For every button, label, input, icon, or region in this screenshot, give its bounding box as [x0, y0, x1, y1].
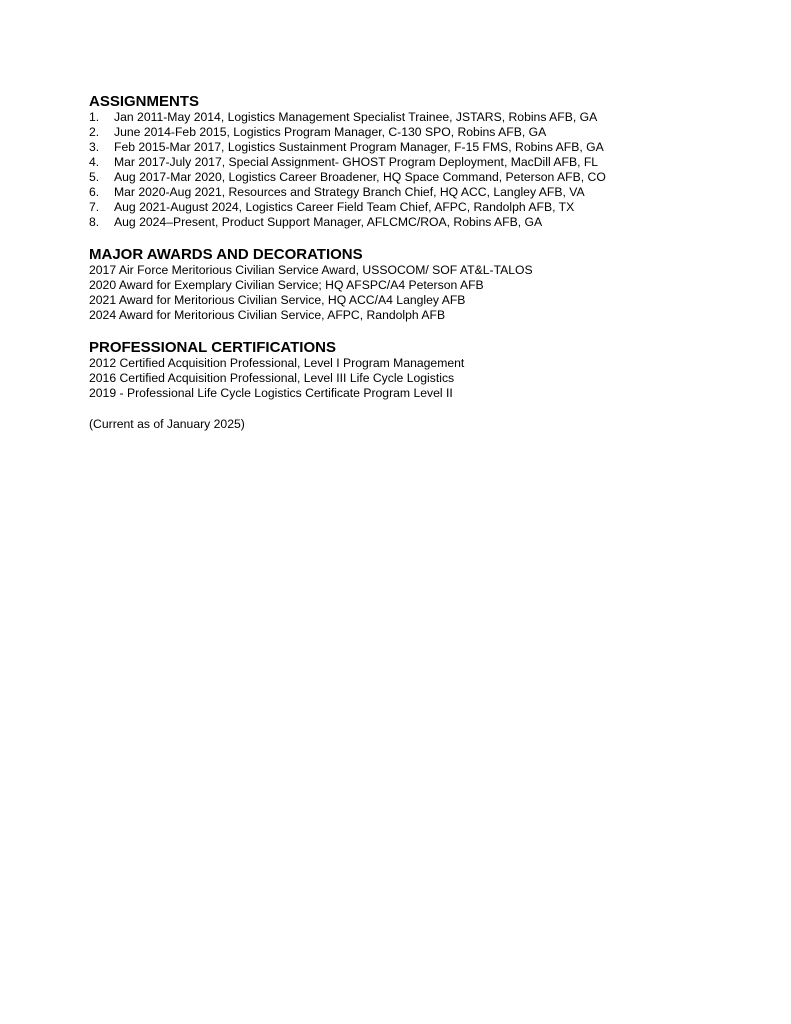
- assignment-item: [89, 155, 769, 170]
- list-number: 3.: [89, 140, 100, 154]
- certification-item: 2019 - Professional Life Cycle Logistics Certificate Program Level II: [89, 386, 453, 400]
- section-spacer: [89, 323, 769, 339]
- current-as-of-note: (Current as of January 2025): [89, 417, 245, 431]
- assignment-text: Feb 2015-Mar 2017, Logistics Sustainment Program Manager, F-15 FMS, Robins AFB, GA: [114, 140, 604, 154]
- award-item: 2021 Award for Meritorious Civilian Service, HQ ACC/A4 Langley AFB: [89, 293, 466, 307]
- assignment-text: Mar 2017-July 2017, Special Assignment- GHOST Program Deployment, MacDill AFB, FL: [114, 155, 599, 169]
- awards-heading: MAJOR AWARDS AND DECORATIONS: [89, 246, 363, 263]
- certifications-heading: PROFESSIONAL CERTIFICATIONS: [89, 339, 336, 356]
- assignment-text: Jan 2011-May 2014, Logistics Management Specialist Trainee, JSTARS, Robins AFB, GA: [114, 110, 598, 124]
- section-spacer: [89, 230, 769, 246]
- assignments-heading: ASSIGNMENTS: [89, 93, 200, 110]
- list-number: 5.: [89, 170, 100, 184]
- certification-item: 2012 Certified Acquisition Professional, Level I Program Management: [89, 356, 465, 370]
- award-item: 2024 Award for Meritorious Civilian Service, AFPC, Randolph AFB: [89, 308, 446, 322]
- certification-item: 2016 Certified Acquisition Professional, Level III Life Cycle Logistics: [89, 371, 455, 385]
- assignment-text: Aug 2024–Present, Product Support Manager, AFLCMC/ROA, Robins AFB, GA: [114, 215, 543, 229]
- list-number: 7.: [89, 200, 100, 214]
- list-number: 2.: [89, 125, 100, 139]
- assignment-item: [89, 200, 769, 215]
- section-spacer: [89, 401, 769, 417]
- assignment-item: [89, 170, 769, 185]
- certifications-list: [89, 356, 769, 401]
- assignment-item: [89, 140, 769, 155]
- awards-list: [89, 263, 769, 323]
- award-item: 2017 Air Force Meritorious Civilian Service Award, USSOCOM/ SOF AT&L-TALOS: [89, 263, 533, 277]
- assignments-list: [89, 110, 769, 230]
- assignment-text: Aug 2021-August 2024, Logistics Career Field Team Chief, AFPC, Randolph AFB, TX: [114, 200, 575, 214]
- assignment-item: [89, 110, 769, 125]
- list-number: 6.: [89, 185, 100, 199]
- list-number: 1.: [89, 110, 100, 124]
- award-item: 2020 Award for Exemplary Civilian Service; HQ AFSPC/A4 Peterson AFB: [89, 278, 484, 292]
- assignment-text: June 2014-Feb 2015, Logistics Program Manager, C-130 SPO, Robins AFB, GA: [114, 125, 547, 139]
- assignment-item: [89, 125, 769, 140]
- assignment-text: Mar 2020-Aug 2021, Resources and Strategy Branch Chief, HQ ACC, Langley AFB, VA: [114, 185, 585, 199]
- list-number: 8.: [89, 215, 100, 229]
- assignment-text: Aug 2017-Mar 2020, Logistics Career Broadener, HQ Space Command, Peterson AFB, CO: [114, 170, 606, 184]
- document-page: [89, 93, 769, 432]
- assignment-item: [89, 215, 769, 230]
- list-number: 4.: [89, 155, 100, 169]
- assignment-item: [89, 185, 769, 200]
